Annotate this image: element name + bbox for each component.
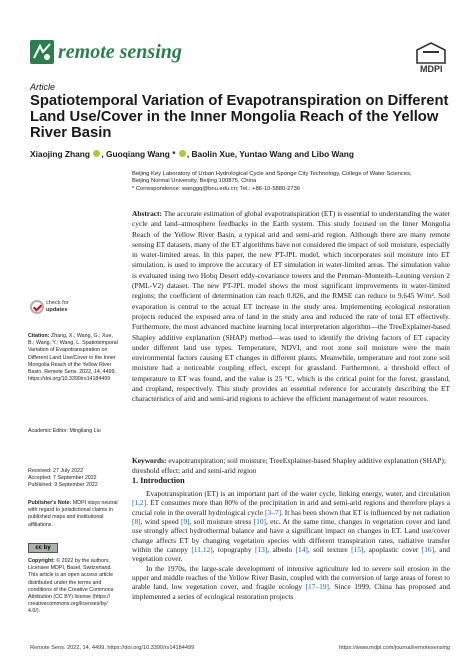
- mdpi-logo-icon: [416, 42, 446, 64]
- introduction-body: [132, 489, 450, 601]
- citation-link[interactable]: [11,12]: [191, 545, 213, 555]
- publisher-name: MDPI: [420, 64, 443, 74]
- citation-link[interactable]: [10]: [253, 517, 266, 527]
- paragraph: Evapotranspiration (ET) is an important part of the water cycle, linking energy, water, and circulation [1,2]. ET consumes more than 80% of the precipitation in arid and semi-arid regions and therefore plays a crucial role in the overall hydrological cycle [3–7]. It has been shown that ET is influenced by net radiation [8], wind speed [9], soil moisture stress [10], etc. At the same time, changes in vegetation cover and land use strongly affect hydrothermal balance and have a significant impact on changes in ET. Land use/cover change affects ET by changing vegetation species with different transpiration rates, radiative transfer within the canopy [11,12], topography [13], albedo [14], soil texture [15], apoplastic cover [16], and vegetation cover.: [132, 489, 450, 564]
- citation-link[interactable]: [15]: [351, 545, 364, 555]
- keywords-label: Keywords:: [132, 456, 167, 465]
- abstract-label: Abstract:: [132, 209, 162, 218]
- citation-link[interactable]: [8]: [132, 517, 141, 527]
- section-heading: 1. Introduction: [132, 476, 185, 485]
- publisher-note: Publisher's Note: MDPI stays neutral with regard to jurisdictional claims in published maps and institutional affiliations.: [28, 500, 118, 528]
- affiliation-line: Beijing Normal University, Beijing 100875, China: [132, 178, 257, 185]
- orcid-icon[interactable]: [179, 150, 186, 157]
- accepted-date: Accepted: 7 September 2022: [28, 475, 97, 482]
- citation-text: Zhang, X.; Wang, G.; Xue, B.; Wang, Y.; Wang, L. Spatiotemporal Variation of Evapotranspiration on Different Land Use/Cover in the Inner Mongolia Reach of the Yellow River Basin. Remote Sens. 2022, 14, 4499. https://doi.org/10.3390/rs14184499: [28, 333, 118, 383]
- affiliation-line: Beijing Key Laboratory of Urban Hydrological Cycle and Sponge City Technology, College of Water Sciences,: [132, 171, 412, 177]
- journal-logo-icon: [30, 40, 54, 64]
- keywords-text: evapotranspiration; soil moisture; TreeExplainer-based Shapley additive explanation (SHAP); threshold effect; arid and semi-arid region: [132, 456, 446, 476]
- citation-link[interactable]: [16]: [421, 545, 435, 555]
- author-list: Xiaojing Zhang , Guoqiang Wang * , Baolin Xue, Yuntao Wang and Libo Wang: [30, 149, 355, 159]
- cc-by-license-badge[interactable]: cc by: [28, 543, 58, 553]
- check-for-updates[interactable]: check for updates: [46, 300, 69, 313]
- citation-label: Citation:: [28, 333, 50, 339]
- citation-link[interactable]: [1,2]: [132, 498, 147, 508]
- abstract-text: The accurate estimation of global evapotranspiration (ET) is essential to understanding the water cycle and land–atmosphere feedbacks in the Earth system. This study focused on the Inner Mongolia Reach of the Yellow River Basin, a typical arid and semi-arid region. Although there are many remote sensing ET datasets, many of the ET algorithms have not considered the impact of soil moisture, especially in water-limited areas. In this paper, the new PT-JPL model, which incorporates soil moisture into ET simulation, is used to improve the accuracy of ET simulation in water-limited areas. The simulation value is evaluated using two Hobq Desert eddy-covariance towers and the Penman–Monteith–Leuning version 2 (PML-V2) dataset. The new PT-JPL model shows the most significant improvements in water-limited regions; the coefficient of determination can reach 0.826, and the RMSE can reduce to 9.645 W/m². Soil evaporation is central to the actual ET increase in the study area. Implementing ecological restoration projects reduced the exposed area of land in the study area and reduced the rate of total ET effectively. Furthermore, the most advanced machine learning local interpretation algorithm—the TreeExplainer-based Shapley additive explanation (SHAP) method—was used to identify the driving factors of ET capacity under different land use types. Temperature, NDVI, and root zone soil moisture were the main environmental factors causing ET changes in different plants. Meanwhile, temperature and root zone soil moisture had a noticeable coupling effect, except for grassland. Furthermore, a threshold effect of temperature to ET was found, and the value is 25 °C, which is the critical point for the forest, grassland, and cropland, respectively. This study provides an essential reference for accurately describing the ET characteristics of arid and semi-arid regions to achieve the efficient management of water resources.: [132, 209, 450, 404]
- footer-citation[interactable]: Remote Sens. 2022, 14, 4499. https://doi.org/10.3390/rs14184499: [30, 645, 195, 651]
- citation-link[interactable]: [14]: [295, 545, 308, 555]
- author-1: Xiaojing Zhang: [30, 149, 91, 159]
- author-3: Baolin Xue, Yuntao Wang and Libo Wang: [191, 149, 355, 159]
- published-date: Published: 9 September 2022: [28, 482, 98, 489]
- journal-name: remote sensing: [58, 41, 182, 63]
- keywords: [132, 456, 450, 477]
- paragraph: In the 1970s, the large-scale development of intensive agriculture led to severe soil erosion in the upper and middle reaches of the Yellow River Basin, coupled with the conversion of large areas of forest to arable land, low vegetation cover, and fragile ecology [17–19]. Since 1999, China has proposed and implemented a series of ecological restoration projects: [132, 563, 450, 601]
- citation: [28, 333, 118, 383]
- academic-editor: Academic Editor: Mingliang Liu: [28, 428, 101, 434]
- citation-link[interactable]: [17–19]: [305, 582, 329, 592]
- paper-title: Spatiotemporal Variation of Evapotranspiration on Different Land Use/Cover in the Inner Mongolia Reach of the Yellow River Basin: [30, 93, 449, 141]
- citation-link[interactable]: [9]: [181, 517, 190, 527]
- footer-journal-url[interactable]: https://www.mdpi.com/journal/remotesensing: [339, 645, 450, 651]
- citation-link[interactable]: [3–7]: [265, 507, 282, 517]
- orcid-icon[interactable]: [93, 150, 100, 157]
- abstract: [132, 209, 450, 405]
- received-date: Received: 27 July 2022: [28, 468, 84, 474]
- copyright: Copyright: © 2022 by the authors. Licensee MDPI, Basel, Switzerland. This article is an open access article distributed under the terms and conditions of the Creative Commons Attribution (CC BY) license (https:// creativecommons.org/licenses/by/ 4.0/).: [28, 558, 114, 615]
- author-2: Guoqiang Wang *: [106, 149, 176, 159]
- citation-link[interactable]: [13]: [254, 545, 268, 555]
- correspondence: * Correspondence: wanggq@bnu.edu.cn; Tel.: +86-10-5880-2736: [132, 185, 301, 192]
- publication-dates: [28, 468, 118, 490]
- check-for-updates-icon[interactable]: [30, 300, 44, 314]
- article-type: Article: [30, 82, 56, 92]
- affiliation: [132, 171, 452, 193]
